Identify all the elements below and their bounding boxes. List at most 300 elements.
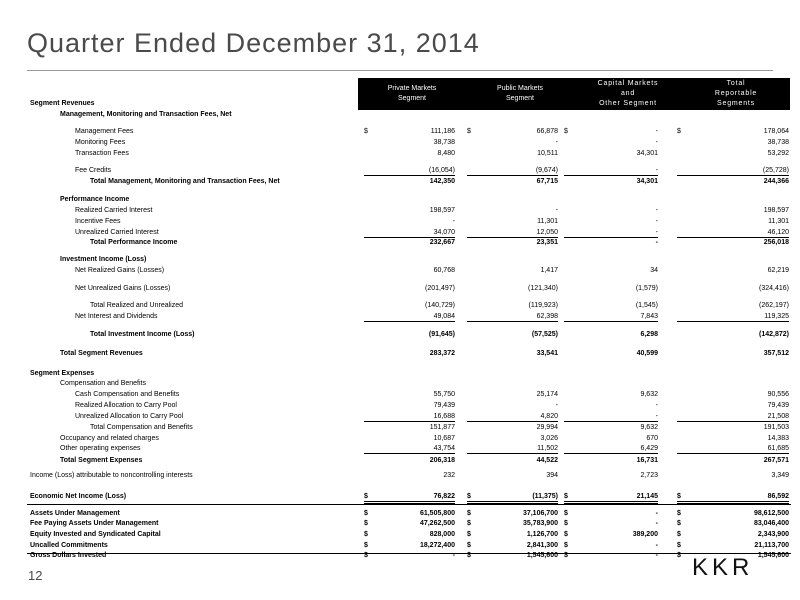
value-cell	[564, 228, 658, 238]
row-label: Realized Allocation to Carry Pool	[75, 402, 177, 409]
value-cell	[677, 541, 789, 550]
value-number: 191,503	[763, 424, 789, 431]
row-label: Fee Credits	[75, 167, 112, 174]
value-cell	[467, 330, 558, 339]
value-number: 4,820	[540, 413, 558, 420]
value-number: -	[655, 402, 658, 409]
value-cell	[564, 301, 658, 310]
table-row	[0, 551, 800, 560]
value-cell	[364, 434, 455, 443]
value-number: 61,685	[767, 445, 789, 452]
value-number: -	[655, 207, 658, 214]
value-number: 670	[646, 435, 658, 442]
value-cell	[467, 390, 558, 399]
value-cell	[677, 138, 789, 147]
table-row	[0, 166, 800, 175]
value-number: 38,738	[433, 139, 455, 146]
value-cell	[677, 509, 789, 518]
value-number: 62,219	[767, 267, 789, 274]
value-cell	[364, 423, 455, 432]
value-cell	[564, 166, 658, 176]
value-number: 389,200	[632, 531, 658, 538]
header-capital-markets-line2: and	[620, 90, 636, 97]
value-number: -	[555, 139, 558, 146]
value-cell	[364, 390, 455, 399]
row-label: Unrealized Allocation to Carry Pool	[75, 413, 184, 420]
row-label: Incentive Fees	[75, 218, 121, 225]
value-cell	[677, 238, 789, 247]
currency-symbol: $	[364, 542, 368, 549]
currency-symbol: $	[467, 542, 471, 549]
value-cell	[677, 519, 789, 528]
row-label: Total Management, Monitoring and Transaction Fees, Net	[90, 178, 280, 185]
value-cell	[677, 401, 789, 410]
table-row	[0, 177, 800, 186]
value-cell	[364, 127, 455, 136]
value-number: 394	[546, 472, 558, 479]
row-label: Management, Monitoring and Transaction Fees, Net	[60, 111, 232, 118]
value-cell	[564, 349, 658, 358]
currency-symbol: $	[364, 520, 368, 527]
value-cell	[364, 444, 455, 454]
value-number: 198,597	[763, 207, 789, 214]
value-number: 21,113,700	[754, 542, 789, 549]
row-label: Total Segment Revenues	[60, 350, 143, 357]
value-cell	[467, 266, 558, 275]
value-cell	[467, 541, 558, 550]
value-number: 35,783,900	[522, 520, 558, 527]
value-cell	[677, 456, 789, 465]
table-row	[0, 312, 800, 321]
value-cell	[564, 530, 658, 539]
value-cell	[364, 541, 455, 550]
value-number: -	[655, 167, 658, 174]
value-number: 178,064	[763, 128, 789, 135]
row-label: Monitoring Fees	[75, 139, 126, 146]
page-number: 12	[28, 568, 43, 583]
value-number: 44,522	[536, 457, 558, 464]
value-number: 11,301	[768, 218, 789, 225]
table-row	[0, 401, 800, 410]
value-cell	[677, 284, 789, 293]
value-number: (142,872)	[759, 331, 789, 338]
table-row	[0, 509, 800, 518]
value-number: 98,612,500	[753, 510, 789, 517]
value-number: 55,750	[433, 391, 455, 398]
value-cell	[564, 138, 658, 147]
value-cell	[364, 149, 455, 158]
currency-symbol: $	[364, 510, 368, 517]
value-cell	[467, 238, 558, 247]
currency-symbol: $	[364, 552, 368, 559]
header-private-markets-line2: Segment	[397, 95, 427, 102]
value-cell	[564, 509, 658, 518]
table-row	[0, 423, 800, 432]
value-cell	[564, 444, 658, 454]
value-cell	[467, 312, 558, 322]
value-cell	[564, 206, 658, 215]
value-number: 33,541	[536, 350, 558, 357]
value-number: 6,429	[640, 445, 658, 452]
table-row	[0, 434, 800, 443]
row-label: Net Unrealized Gains (Losses)	[75, 285, 171, 292]
header-public-markets-line1: Public Markets	[497, 85, 543, 92]
value-cell	[677, 423, 789, 432]
value-cell	[564, 390, 658, 399]
table-row	[0, 138, 800, 147]
row-label: Total Segment Expenses	[60, 457, 143, 464]
value-cell	[467, 284, 558, 293]
value-cell	[467, 166, 558, 176]
value-number: 256,018	[763, 239, 789, 246]
value-cell	[467, 551, 558, 560]
value-cell	[677, 492, 789, 504]
value-number: 142,350	[429, 178, 455, 185]
kkr-logo	[692, 556, 784, 578]
header-total-line1: Total	[726, 80, 746, 87]
value-number: (201,497)	[425, 285, 455, 292]
value-number: -	[655, 139, 658, 146]
value-number: 828,000	[429, 531, 455, 538]
table-row	[0, 266, 800, 275]
value-cell	[677, 349, 789, 358]
table-row	[0, 530, 800, 539]
table-row	[0, 195, 800, 204]
value-number: (11,375)	[532, 493, 558, 500]
value-number: 40,599	[636, 350, 658, 357]
value-cell	[677, 434, 789, 443]
value-cell	[467, 456, 558, 465]
table-row	[0, 456, 800, 465]
value-number: 12,050	[536, 229, 558, 236]
value-cell	[364, 138, 455, 147]
row-label: Transaction Fees	[75, 150, 129, 157]
value-cell	[677, 266, 789, 275]
value-cell	[677, 301, 789, 310]
value-number: 43,754	[433, 445, 455, 452]
value-number: 23,351	[536, 239, 558, 246]
value-cell	[564, 401, 658, 410]
value-cell	[467, 401, 558, 410]
currency-symbol: $	[467, 531, 471, 538]
row-label: Total Realized and Unrealized	[90, 302, 183, 309]
value-number: 206,318	[429, 457, 455, 464]
value-cell	[677, 166, 789, 176]
currency-symbol: $	[467, 493, 471, 500]
page-title: Quarter Ended December 31, 2014	[27, 28, 480, 58]
value-number: 62,398	[536, 313, 558, 320]
row-label: Cash Compensation and Benefits	[75, 391, 180, 398]
value-cell	[677, 177, 789, 186]
value-number: (1,579)	[635, 285, 658, 292]
value-number: (9,674)	[535, 167, 558, 174]
value-number: 232,667	[429, 239, 455, 246]
currency-symbol: $	[467, 520, 471, 527]
value-number: 76,822	[433, 493, 455, 500]
value-number: 151,877	[429, 424, 455, 431]
value-number: 6,298	[640, 331, 658, 338]
value-cell	[364, 401, 455, 410]
value-cell	[364, 238, 455, 247]
value-number: 14,383	[767, 435, 789, 442]
value-number: 90,556	[767, 391, 789, 398]
value-number: 60,768	[433, 267, 455, 274]
header-total-line3: Segments	[717, 100, 755, 107]
header-capital-markets-line3: Other Segment	[599, 100, 657, 107]
table-row	[0, 228, 800, 237]
value-cell	[364, 301, 455, 310]
value-number: (262,197)	[759, 302, 789, 309]
value-cell	[677, 217, 789, 226]
row-label: Other operating expenses	[60, 445, 141, 452]
value-cell	[467, 471, 558, 480]
table-row	[0, 349, 800, 358]
value-number: -	[555, 207, 558, 214]
value-number: 9,632	[640, 391, 658, 398]
value-number: 61,505,800	[419, 510, 455, 517]
value-cell	[467, 138, 558, 147]
value-cell	[677, 330, 789, 339]
value-cell	[677, 149, 789, 158]
row-label: Realized Carried Interest	[75, 207, 153, 214]
header-capital-markets-line1: Capital Markets	[597, 80, 659, 87]
row-label: Economic Net Income (Loss)	[30, 493, 127, 500]
table-row	[0, 541, 800, 550]
row-label: Segment Expenses	[30, 370, 95, 377]
value-cell	[364, 412, 455, 422]
value-cell	[564, 149, 658, 158]
value-cell	[677, 312, 789, 322]
table-row	[0, 238, 800, 247]
currency-symbol: $	[564, 510, 568, 517]
value-number: 38,738	[767, 139, 789, 146]
row-label: Gross Dollars Invested	[30, 552, 107, 559]
value-cell	[364, 349, 455, 358]
value-cell	[467, 349, 558, 358]
value-cell	[364, 530, 455, 539]
value-cell	[467, 301, 558, 310]
value-cell	[467, 149, 558, 158]
value-cell	[467, 228, 558, 238]
value-number: -	[655, 229, 658, 236]
row-label: Compensation and Benefits	[60, 380, 146, 387]
value-number: -	[655, 128, 658, 135]
value-number: 34,301	[636, 150, 658, 157]
value-number: 66,878	[536, 128, 558, 135]
value-number: -	[655, 552, 658, 559]
row-label: Fee Paying Assets Under Management	[30, 520, 159, 527]
value-number: 67,715	[536, 178, 558, 185]
currency-symbol: $	[467, 510, 471, 517]
value-number: 49,084	[433, 313, 455, 320]
table-row	[0, 284, 800, 293]
value-number: 16,688	[433, 413, 455, 420]
value-cell	[564, 519, 658, 528]
value-number: 34	[650, 267, 658, 274]
value-cell	[677, 206, 789, 215]
table-row	[0, 519, 800, 528]
header-total-line2: Reportable	[714, 90, 758, 97]
currency-symbol: $	[564, 128, 568, 135]
value-cell	[467, 434, 558, 443]
value-number: -	[555, 402, 558, 409]
currency-symbol: $	[364, 531, 368, 538]
value-cell	[564, 471, 658, 480]
value-number: (121,340)	[528, 285, 558, 292]
value-cell	[467, 530, 558, 539]
value-number: 79,439	[767, 402, 789, 409]
value-number: 1,545,600	[757, 552, 789, 559]
table-row	[0, 444, 800, 453]
row-label: Segment Revenues	[30, 100, 95, 107]
table-row	[0, 379, 800, 388]
value-number: 11,502	[537, 445, 558, 452]
table-row	[0, 412, 800, 421]
row-label: Total Compensation and Benefits	[90, 424, 193, 431]
value-number: 2,723	[640, 472, 658, 479]
value-number: (140,729)	[425, 302, 455, 309]
value-cell	[364, 166, 455, 176]
table-row	[0, 149, 800, 158]
value-cell	[677, 471, 789, 480]
value-cell	[467, 217, 558, 226]
value-number: 16,731	[636, 457, 658, 464]
kkr-logo-text: KKR	[692, 556, 754, 578]
value-cell	[364, 217, 455, 226]
currency-symbol: $	[564, 552, 568, 559]
value-cell	[564, 127, 658, 136]
row-label: Net Realized Gains (Losses)	[75, 267, 165, 274]
value-number: 1,417	[540, 267, 558, 274]
value-number: (1,545)	[635, 302, 658, 309]
currency-symbol: $	[467, 128, 471, 135]
row-label: Equity Invested and Syndicated Capital	[30, 531, 161, 538]
currency-symbol: $	[564, 542, 568, 549]
value-number: 21,508	[767, 413, 789, 420]
value-number: 29,994	[536, 424, 558, 431]
value-number: (91,645)	[428, 331, 455, 338]
value-number: 21,145	[636, 493, 658, 500]
row-label: Net Interest and Dividends	[75, 313, 158, 320]
value-number: 2,841,300	[526, 542, 558, 549]
currency-symbol: $	[677, 531, 681, 538]
value-number: 11,301	[537, 218, 558, 225]
table-row	[0, 206, 800, 215]
header-public-markets-line2: Segment	[505, 95, 535, 102]
value-number: 111,186	[430, 128, 455, 135]
value-number: 37,106,700	[522, 510, 558, 517]
value-cell	[364, 266, 455, 275]
value-number: (57,525)	[531, 331, 558, 338]
value-number: 53,292	[767, 150, 789, 157]
table-row	[0, 390, 800, 399]
currency-symbol: $	[677, 542, 681, 549]
value-number: 232	[443, 472, 455, 479]
value-cell	[364, 492, 455, 504]
table-row	[0, 127, 800, 136]
row-label: Performance Income	[60, 196, 130, 203]
value-cell	[677, 530, 789, 539]
value-number: 244,366	[763, 178, 789, 185]
value-number: (25,728)	[762, 167, 789, 174]
value-cell	[364, 551, 455, 560]
header-private-markets-line1: Private Markets	[387, 85, 437, 92]
value-cell	[564, 284, 658, 293]
value-cell	[677, 390, 789, 399]
value-number: 86,592	[767, 493, 789, 500]
value-cell	[467, 177, 558, 186]
value-cell	[364, 177, 455, 186]
value-number: 3,026	[540, 435, 558, 442]
currency-symbol: $	[364, 493, 368, 500]
value-cell	[467, 492, 558, 504]
value-cell	[564, 412, 658, 422]
value-cell	[364, 509, 455, 518]
value-number: (16,054)	[428, 167, 455, 174]
table-row	[0, 492, 800, 501]
value-number: 1,545,600	[526, 552, 558, 559]
value-number: 34,070	[433, 229, 455, 236]
value-cell	[564, 541, 658, 550]
value-cell	[564, 217, 658, 226]
value-cell	[564, 456, 658, 465]
value-cell	[364, 330, 455, 339]
value-number: 10,687	[433, 435, 455, 442]
value-number: 198,597	[429, 207, 455, 214]
table-row	[0, 330, 800, 339]
value-cell	[364, 312, 455, 322]
currency-symbol: $	[564, 531, 568, 538]
value-number: 9,632	[640, 424, 658, 431]
value-number: -	[655, 413, 658, 420]
value-cell	[364, 471, 455, 480]
table-row	[0, 301, 800, 310]
value-number: 79,439	[433, 402, 455, 409]
value-number: -	[452, 218, 455, 225]
row-label: Occupancy and related charges	[60, 435, 159, 442]
row-label: Unrealized Carried Interest	[75, 229, 159, 236]
value-cell	[467, 423, 558, 432]
value-cell	[364, 456, 455, 465]
table-row	[0, 217, 800, 226]
value-cell	[564, 330, 658, 339]
value-cell	[564, 238, 658, 247]
value-cell	[564, 312, 658, 322]
value-cell	[467, 206, 558, 215]
currency-symbol: $	[364, 128, 368, 135]
value-cell	[467, 127, 558, 136]
value-number: 283,372	[429, 350, 455, 357]
value-number: -	[655, 510, 658, 517]
value-cell	[467, 509, 558, 518]
value-number: 119,325	[764, 313, 789, 320]
value-cell	[467, 444, 558, 454]
currency-symbol: $	[564, 520, 568, 527]
value-cell	[677, 444, 789, 454]
value-number: 25,174	[536, 391, 558, 398]
value-number: 10,511	[537, 150, 558, 157]
row-label: Total Performance Income	[90, 239, 178, 246]
currency-symbol: $	[467, 552, 471, 559]
row-label: Assets Under Management	[30, 510, 120, 517]
currency-symbol: $	[677, 128, 681, 135]
value-number: 8,480	[437, 150, 455, 157]
value-number: 1,126,700	[526, 531, 558, 538]
value-number: 47,262,500	[419, 520, 455, 527]
value-number: 2,343,900	[757, 531, 789, 538]
value-cell	[564, 423, 658, 432]
table-row	[0, 110, 800, 119]
